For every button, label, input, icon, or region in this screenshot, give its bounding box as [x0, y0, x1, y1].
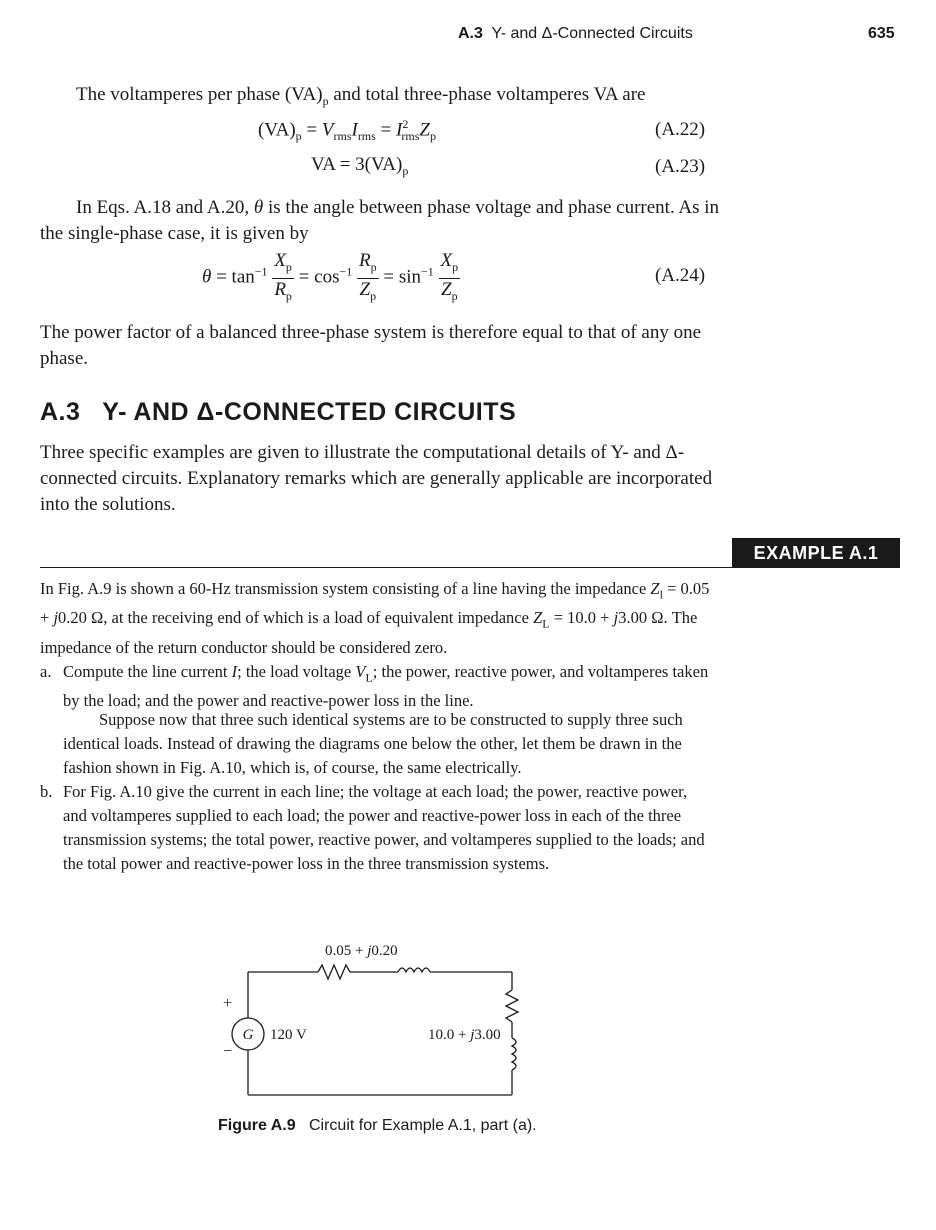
section-intro-paragraph: Three specific examples are given to illustrate the computational details of Y- and Δ-connected circuits. Explanatory remarks which are generally applicable are incorporated into the solutions.	[40, 442, 713, 515]
equation-number-a22: (A.22)	[655, 119, 706, 140]
line-resistor-symbol	[318, 965, 350, 979]
example-rule	[40, 567, 732, 568]
part-a-followup: Suppose now that three such identical systems are to be constructed to supply three such identical loads. Instead of drawing the diagrams one below the other, let them be drawn in the fashion shown in Fig. A.10, which is, of course, the same electrically.	[63, 710, 683, 777]
load-resistor-symbol	[506, 990, 518, 1022]
power-factor-paragraph: The power factor of a balanced three-phase system is therefore equal to that of any one phase.	[40, 322, 702, 369]
section-number: A.3	[40, 398, 81, 426]
part-b-text: For Fig. A.10 give the current in each line; the voltage at each load; the power, reactive power, and voltamperes supplied to each load; the power and reactive-power loss in each of the three transmission systems; the total power, reactive power, and voltamperes supplied to the loads; and the total power and reactive-power loss in the three transmission systems.	[63, 782, 705, 873]
generator-letter: G	[242, 1027, 254, 1043]
source-voltage-label: 120 V	[270, 1027, 307, 1043]
angle-paragraph: In Eqs. A.18 and A.20, θ is the angle between phase voltage and phase current. As in the single-phase case, it is given by	[40, 197, 720, 244]
example-statement: In Fig. A.9 is shown a 60-Hz transmission system consisting of a line having the impedance $Z_l = 0.05 + j0.20$ Ω, at the receiving end of which is a load of equivalent impedance $Z_L = 10.0 + j3.00$ Ω. The impedance of the return conductor should be considered zero.	[40, 579, 710, 657]
minus-sign: −	[223, 1043, 233, 1060]
line-inductor-symbol	[398, 968, 430, 972]
equation-a23: VA = $3(VA)_p$	[311, 154, 409, 178]
part-a-text: Compute the line current I; the load voltage $V_L$; the power, reactive power, and voltamperes taken by the load; and the power and reactive-power loss in the line.	[63, 662, 709, 711]
running-header	[458, 25, 693, 43]
line-impedance-label: 0.05 + j0.20	[325, 943, 398, 959]
header-title: Y- and Δ-Connected Circuits	[491, 25, 693, 42]
circuit-diagram	[210, 930, 540, 1105]
part-b-label: b.	[40, 782, 53, 801]
equation-a22: $(VA)_p = V_{rms}I_{rms} = I^2_{rms}Z_p$	[258, 117, 436, 144]
header-section-number: A.3	[458, 25, 483, 42]
load-inductor-symbol	[512, 1038, 516, 1070]
part-a-label: a.	[40, 662, 52, 681]
figure-caption-text: Circuit for Example A.1, part (a).	[308, 1117, 537, 1134]
intro-paragraph: The voltamperes per phase $(VA)_p$ and total three-phase voltamperes VA are	[76, 84, 646, 108]
figure-label: Figure A.9	[218, 1117, 296, 1134]
equation-number-a23: (A.23)	[655, 156, 706, 177]
load-impedance-label: 10.0 + j3.00	[428, 1027, 501, 1043]
equation-number-a24: (A.24)	[655, 265, 706, 286]
equation-a24: $\theta = \tan^{-1}$ $\frac{X_p}{R_p}$ = $\cos^{-1}$ $\frac{R_p}{Z_p}$ = $\sin^{-1}$ $\frac{X_p}{Z_p}$	[202, 250, 459, 303]
page-number: 635	[868, 25, 895, 42]
section-heading	[40, 398, 516, 427]
section-title: Y- AND Δ-CONNECTED CIRCUITS	[102, 398, 517, 426]
figure-caption	[218, 1115, 538, 1137]
example-badge: EXAMPLE A.1	[732, 538, 900, 568]
plus-sign: +	[223, 995, 233, 1012]
